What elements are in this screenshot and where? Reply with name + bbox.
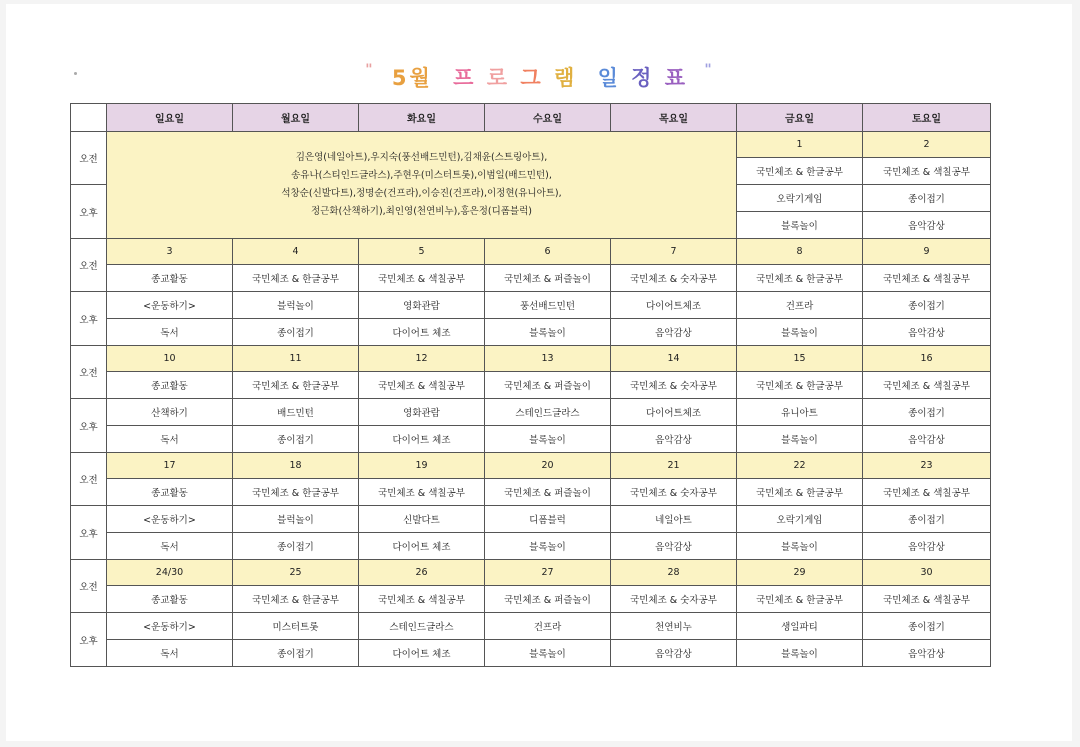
pm-label: 오후: [71, 613, 107, 667]
activity-cell: 다이어트체조: [611, 292, 737, 319]
activity-cell: 블록놀이: [485, 533, 611, 560]
activity-cell: 국민체조 & 색칠공부: [863, 265, 991, 292]
date-cell: 19: [359, 453, 485, 479]
date-cell: 2: [863, 132, 991, 158]
title-char: 램: [553, 66, 578, 90]
activity-cell: 건프라: [485, 613, 611, 640]
activity-cell: 국민체조 & 색칠공부: [359, 265, 485, 292]
title-char: 로: [486, 66, 511, 90]
date-cell: 7: [611, 239, 737, 265]
activity-cell: 종이접기: [233, 640, 359, 667]
activity-cell: 종이접기: [863, 185, 991, 212]
activity-cell: 독서: [107, 640, 233, 667]
activity-cell: 건프라: [737, 292, 863, 319]
date-cell: 14: [611, 346, 737, 372]
activity-cell: 디폼블럭: [485, 506, 611, 533]
activity-cell: 스테인드글라스: [359, 613, 485, 640]
title-char: 정: [631, 66, 655, 90]
activity-cell: 음악감상: [863, 319, 991, 346]
activity-cell: 종교활동: [107, 586, 233, 613]
header-sat: 토요일: [863, 104, 991, 132]
activity-cell: 국민체조 & 한글공부: [233, 479, 359, 506]
activity-cell: 국민체조 & 색칠공부: [863, 586, 991, 613]
date-cell: 4: [233, 239, 359, 265]
activity-cell: 국민체조 & 한글공부: [737, 479, 863, 506]
title-char: 그: [520, 66, 544, 90]
activity-cell: 국민체조 & 한글공부: [233, 265, 359, 292]
date-cell: 13: [485, 346, 611, 372]
activity-cell: 블럭놀이: [233, 506, 359, 533]
activity-cell: 블록놀이: [737, 533, 863, 560]
pm-label: 오후: [71, 185, 107, 239]
date-cell: 3: [107, 239, 233, 265]
date-cell: 21: [611, 453, 737, 479]
date-cell: 11: [233, 346, 359, 372]
activity-cell: 음악감상: [611, 640, 737, 667]
activity-cell: 국민체조 & 한글공부: [737, 372, 863, 399]
activity-cell: 독서: [107, 533, 233, 560]
info-line: 김은영(네일아트),우지숙(풍선배드민턴),김채윤(스트링아트),: [295, 152, 548, 163]
date-cell: 9: [863, 239, 991, 265]
header-wed: 수요일: [485, 104, 611, 132]
activity-cell: 블록놀이: [737, 212, 863, 239]
page-title: [0, 62, 1080, 92]
activity-cell: 풍선배드민턴: [485, 292, 611, 319]
title-close-quote: ": [704, 62, 715, 78]
header-corner: [71, 104, 107, 132]
activity-cell: 블록놀이: [485, 426, 611, 453]
activity-cell: 음악감상: [863, 212, 991, 239]
activity-cell: 종교활동: [107, 479, 233, 506]
activity-cell: 종이접기: [233, 319, 359, 346]
header-mon: 월요일: [233, 104, 359, 132]
activity-cell: 국민체조 & 색칠공부: [359, 479, 485, 506]
info-line: 송유나(스티인드글라스),주현우(미스터트롯),이범일(배드민턴),: [291, 170, 552, 181]
date-cell: 10: [107, 346, 233, 372]
activity-cell: 블록놀이: [737, 640, 863, 667]
activity-cell: 미스터트롯: [233, 613, 359, 640]
activity-cell: 종이접기: [863, 613, 991, 640]
am-label: 오전: [71, 346, 107, 399]
header-fri: 금요일: [737, 104, 863, 132]
date-cell: 27: [485, 560, 611, 586]
date-cell: 8: [737, 239, 863, 265]
pm-label: 오후: [71, 399, 107, 453]
activity-cell: 음악감상: [863, 426, 991, 453]
pm-label: 오후: [71, 506, 107, 560]
title-char: 표: [664, 66, 689, 90]
activity-cell: 음악감상: [611, 426, 737, 453]
activity-cell: 네일아트: [611, 506, 737, 533]
activity-cell: 종교활동: [107, 372, 233, 399]
activity-cell: 국민체조 & 한글공부: [737, 265, 863, 292]
date-cell: 26: [359, 560, 485, 586]
activity-cell: 종교활동: [107, 265, 233, 292]
activity-cell: 국민체조 & 색칠공부: [359, 586, 485, 613]
activity-cell: 블록놀이: [737, 426, 863, 453]
date-cell: 28: [611, 560, 737, 586]
activity-cell: 생일파티: [737, 613, 863, 640]
date-cell: 20: [485, 453, 611, 479]
activity-cell: 국민체조 & 퍼즐놀이: [485, 586, 611, 613]
activity-cell: 영화관람: [359, 292, 485, 319]
am-label: 오전: [71, 560, 107, 613]
am-label: 오전: [71, 132, 107, 185]
activity-cell: 오락기게임: [737, 506, 863, 533]
activity-cell: <운동하기>: [107, 292, 233, 319]
activity-cell: 배드민턴: [233, 399, 359, 426]
schedule-table: [70, 103, 991, 667]
activity-cell: 다이어트 체조: [359, 640, 485, 667]
activity-cell: 국민체조 & 한글공부: [737, 586, 863, 613]
activity-cell: 종이접기: [233, 426, 359, 453]
am-label: 오전: [71, 453, 107, 506]
activity-cell: 종이접기: [863, 399, 991, 426]
activity-cell: 유니아트: [737, 399, 863, 426]
program-instructors-note: [107, 132, 737, 239]
date-cell: 6: [485, 239, 611, 265]
header-sun: 일요일: [107, 104, 233, 132]
date-cell: 22: [737, 453, 863, 479]
activity-cell: 국민체조 & 한글공부: [737, 158, 863, 185]
date-cell: 30: [863, 560, 991, 586]
header-row: [71, 104, 991, 132]
activity-cell: 국민체조 & 숫자공부: [611, 372, 737, 399]
date-cell: 23: [863, 453, 991, 479]
activity-cell: 오락기게임: [737, 185, 863, 212]
title-char: 일: [597, 66, 621, 90]
activity-cell: 다이어트 체조: [359, 533, 485, 560]
activity-cell: 종이접기: [233, 533, 359, 560]
activity-cell: 독서: [107, 426, 233, 453]
activity-cell: 음악감상: [611, 319, 737, 346]
activity-cell: 국민체조 & 퍼즐놀이: [485, 265, 611, 292]
title-char: 프: [453, 66, 477, 90]
activity-cell: 국민체조 & 한글공부: [233, 586, 359, 613]
title-char: 5월: [391, 66, 433, 90]
activity-cell: 다이어트 체조: [359, 426, 485, 453]
date-cell: 15: [737, 346, 863, 372]
header-tue: 화요일: [359, 104, 485, 132]
activity-cell: 국민체조 & 색칠공부: [863, 479, 991, 506]
activity-cell: 국민체조 & 한글공부: [233, 372, 359, 399]
activity-cell: 블록놀이: [485, 640, 611, 667]
activity-cell: 국민체조 & 색칠공부: [863, 372, 991, 399]
date-cell: 5: [359, 239, 485, 265]
activity-cell: <운동하기>: [107, 506, 233, 533]
date-cell: 17: [107, 453, 233, 479]
info-line: 정근화(산책하기),최인영(천연비누),홍은정(디폼블럭): [311, 206, 532, 217]
activity-cell: 신발다트: [359, 506, 485, 533]
activity-cell: 음악감상: [863, 533, 991, 560]
activity-cell: 블록놀이: [737, 319, 863, 346]
info-line: 석창순(신발다트),정명순(건프라),이승진(건프라),이정현(유니아트),: [281, 188, 562, 199]
activity-cell: 독서: [107, 319, 233, 346]
activity-cell: 천연비누: [611, 613, 737, 640]
date-cell: 24/30: [107, 560, 233, 586]
activity-cell: 블록놀이: [485, 319, 611, 346]
activity-cell: 영화관람: [359, 399, 485, 426]
activity-cell: 다이어트체조: [611, 399, 737, 426]
activity-cell: 국민체조 & 숫자공부: [611, 265, 737, 292]
date-cell: 18: [233, 453, 359, 479]
date-cell: 16: [863, 346, 991, 372]
activity-cell: 음악감상: [863, 640, 991, 667]
activity-cell: 국민체조 & 퍼즐놀이: [485, 372, 611, 399]
pm-label: 오후: [71, 292, 107, 346]
activity-cell: 국민체조 & 숫자공부: [611, 586, 737, 613]
date-cell: 29: [737, 560, 863, 586]
date-cell: 1: [737, 132, 863, 158]
activity-cell: 블럭놀이: [233, 292, 359, 319]
activity-cell: 국민체조 & 색칠공부: [359, 372, 485, 399]
title-open-quote: ": [365, 62, 376, 78]
activity-cell: 국민체조 & 숫자공부: [611, 479, 737, 506]
date-cell: 12: [359, 346, 485, 372]
am-label: 오전: [71, 239, 107, 292]
header-thu: 목요일: [611, 104, 737, 132]
weeks-body: [71, 239, 991, 667]
activity-cell: <운동하기>: [107, 613, 233, 640]
activity-cell: 스테인드글라스: [485, 399, 611, 426]
activity-cell: 다이어트 체조: [359, 319, 485, 346]
activity-cell: 종이접기: [863, 506, 991, 533]
activity-cell: 국민체조 & 색칠공부: [863, 158, 991, 185]
activity-cell: 종이접기: [863, 292, 991, 319]
activity-cell: 국민체조 & 퍼즐놀이: [485, 479, 611, 506]
activity-cell: 음악감상: [611, 533, 737, 560]
activity-cell: 산책하기: [107, 399, 233, 426]
date-cell: 25: [233, 560, 359, 586]
